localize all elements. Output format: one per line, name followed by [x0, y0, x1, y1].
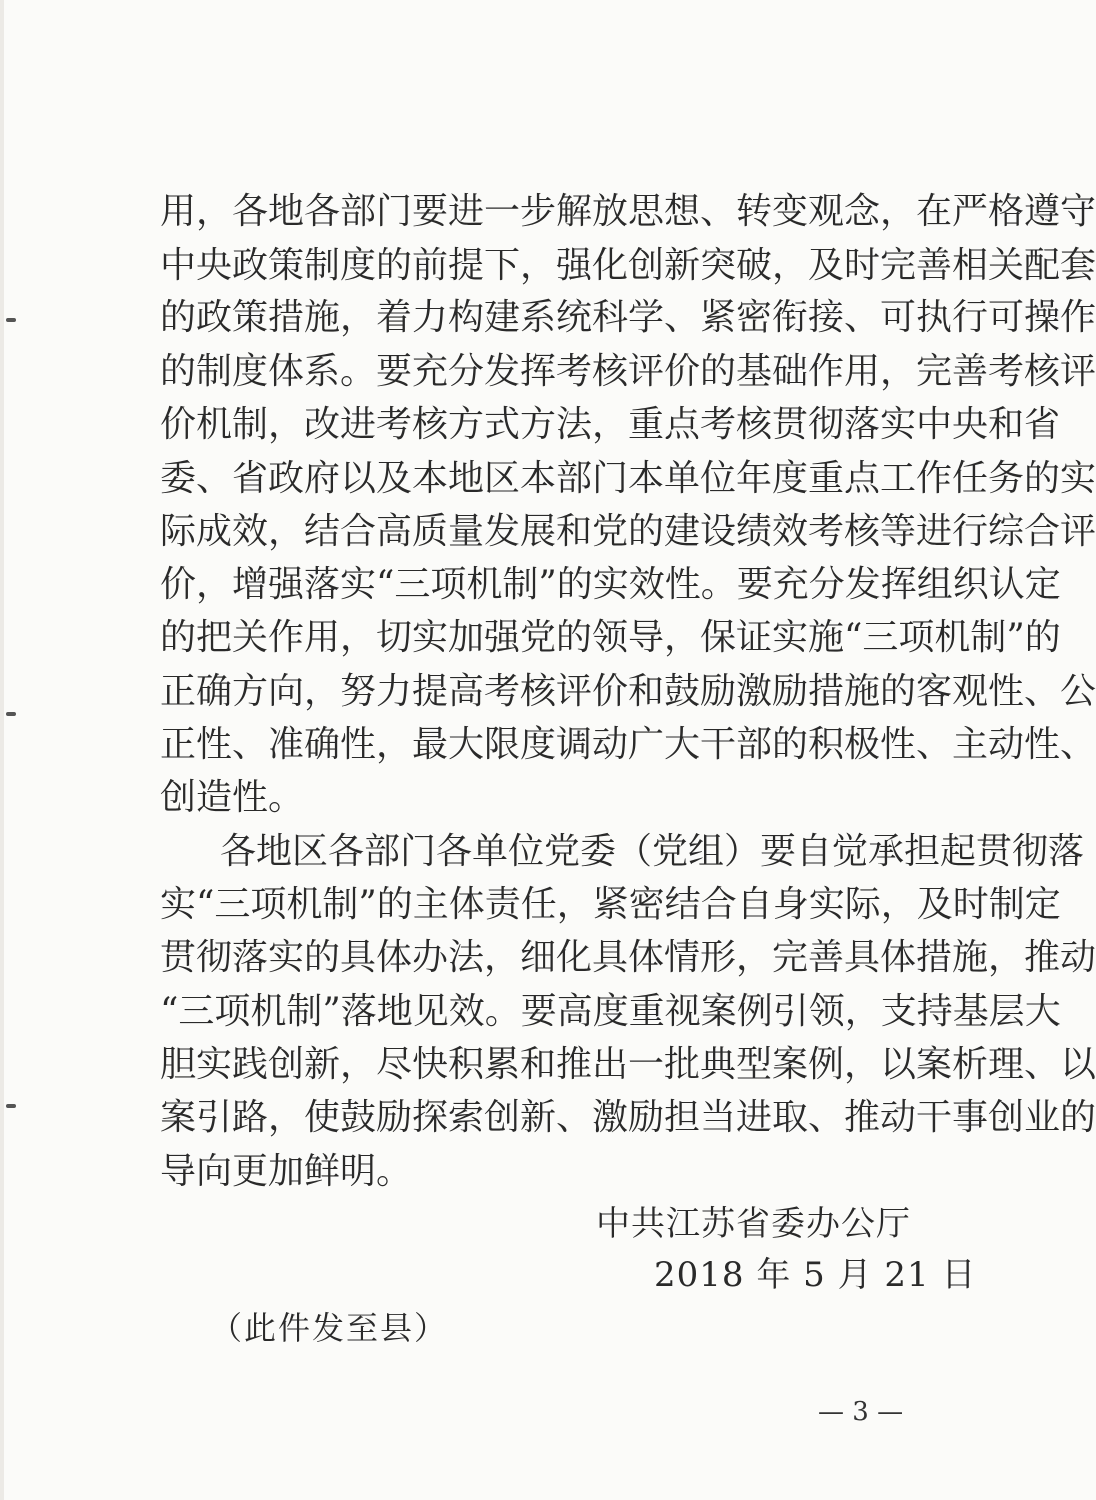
binding-hole-mark	[6, 712, 16, 716]
body-line: 的制度体系。要充分发挥考核评价的基础作用，完善考核评	[160, 351, 1096, 392]
binding-hole-mark	[6, 1104, 16, 1108]
body-line: 价，增强落实“三项机制”的实效性。要充分发挥组织认定	[160, 564, 1061, 605]
body-line: 导向更加鲜明。	[160, 1151, 413, 1192]
issue-date: 2018 年 5 月 21 日	[654, 1255, 977, 1295]
body-line: 委、省政府以及本地区本部门本单位年度重点工作任务的实	[160, 458, 1096, 499]
body-line: 的政策措施，着力构建系统科学、紧密衔接、可执行可操作	[160, 297, 1096, 338]
body-line: “三项机制”落地见效。要高度重视案例引领，支持基层大	[160, 991, 1061, 1032]
body-line: 的把关作用，切实加强党的领导，保证实施“三项机制”的	[160, 617, 1061, 658]
body-line: 胆实践创新，尽快积累和推出一批典型案例，以案析理、以	[160, 1044, 1096, 1085]
body-line: 贯彻落实的具体办法，细化具体情形，完善具体措施，推动	[160, 937, 1096, 978]
page-number: — 3 —	[818, 1397, 904, 1427]
page-edge-shadow	[0, 0, 4, 1500]
body-line: 际成效，结合高质量发展和党的建设绩效考核等进行综合评	[160, 511, 1096, 552]
body-line: 创造性。	[160, 777, 305, 818]
body-line: 中央政策制度的前提下，强化创新突破，及时完善相关配套	[160, 245, 1096, 286]
body-line: 实“三项机制”的主体责任，紧密结合自身实际，及时制定	[160, 884, 1061, 925]
body-line: 用，各地各部门要进一步解放思想、转变观念，在严格遵守	[160, 191, 1096, 232]
issuing-organization: 中共江苏省委办公厅	[596, 1204, 911, 1244]
body-line: 案引路，使鼓励探索创新、激励担当进取、推动干事创业的	[160, 1097, 1096, 1138]
body-line: 各地区各部门各单位党委（党组）要自觉承担起贯彻落	[220, 831, 1085, 872]
binding-hole-mark	[6, 318, 16, 322]
body-line: 正性、准确性，最大限度调动广大干部的积极性、主动性、	[160, 724, 1096, 765]
body-line: 正确方向，努力提高考核评价和鼓励激励措施的客观性、公	[160, 671, 1096, 712]
distribution-note: （此件发至县）	[210, 1309, 449, 1347]
body-line: 价机制，改进考核方式方法，重点考核贯彻落实中央和省	[160, 404, 1061, 445]
